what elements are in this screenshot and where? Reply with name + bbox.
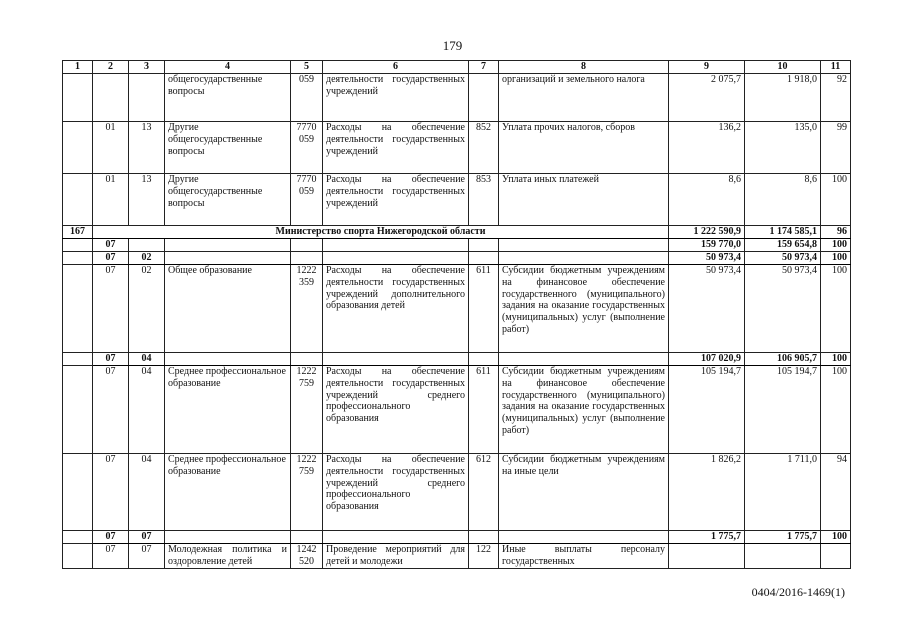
subsection-total-row <box>63 252 851 265</box>
cell-csr: 059 <box>291 74 323 122</box>
cell-section: 07 <box>93 265 129 353</box>
cell-subsection: 02 <box>129 265 165 353</box>
cell-name: общегосударственные вопросы <box>165 74 291 122</box>
cell-purpose: Расходы на обеспечение деятельности государственных учреждений среднего профессионального образования <box>323 366 469 454</box>
page-number: 179 <box>442 38 463 53</box>
col-header: 1 <box>63 61 93 74</box>
cell-percent: 100 <box>821 252 851 265</box>
cell-approved: 8,6 <box>669 174 745 226</box>
cell-csr: 7770 059 <box>291 174 323 226</box>
cell-approved: 1 775,7 <box>669 531 745 544</box>
cell-percent: 100 <box>821 531 851 544</box>
cell-percent: 100 <box>821 174 851 226</box>
cell-percent: 100 <box>821 353 851 366</box>
cell-expense-type: Субсидии бюджетным учреждениям на иные цели <box>499 454 669 531</box>
cell-approved: 159 770,0 <box>669 239 745 252</box>
document-code: 0404/2016-1469(1) <box>751 585 845 599</box>
cell-section: 07 <box>93 252 129 265</box>
cell-section: 07 <box>93 544 129 569</box>
cell-csr: 1242 520 <box>291 544 323 569</box>
cell-executed: 135,0 <box>745 122 821 174</box>
col-header: 10 <box>745 61 821 74</box>
cell-percent: 99 <box>821 122 851 174</box>
cell-section: 07 <box>93 366 129 454</box>
cell-name: Молодежная политика и оздоровление детей <box>165 544 291 569</box>
cell-vr: 611 <box>469 366 499 454</box>
col-header: 11 <box>821 61 851 74</box>
table-row <box>63 74 851 122</box>
table-row <box>63 544 851 569</box>
cell-purpose: Расходы на обеспечение деятельности государственных учреждений <box>323 122 469 174</box>
cell-percent: 92 <box>821 74 851 122</box>
subsection-total-row <box>63 531 851 544</box>
cell-approved: 105 194,7 <box>669 366 745 454</box>
cell-section: 07 <box>93 239 129 252</box>
cell-executed: 1 711,0 <box>745 454 821 531</box>
cell-ministry-name: Министерство спорта Нижегородской области <box>93 226 669 239</box>
cell-purpose: Расходы на обеспечение деятельности государственных учреждений <box>323 174 469 226</box>
cell-executed <box>745 544 821 569</box>
cell-approved: 1 826,2 <box>669 454 745 531</box>
cell-csr: 1222 759 <box>291 454 323 531</box>
cell-subsection: 04 <box>129 366 165 454</box>
cell-vr: 122 <box>469 544 499 569</box>
col-header: 7 <box>469 61 499 74</box>
cell-expense-type: Уплата прочих налогов, сборов <box>499 122 669 174</box>
cell-ministry-code: 167 <box>63 226 93 239</box>
col-header: 2 <box>93 61 129 74</box>
col-header: 9 <box>669 61 745 74</box>
cell-executed: 1 174 585,1 <box>745 226 821 239</box>
cell-section: 07 <box>93 531 129 544</box>
cell-vr: 612 <box>469 454 499 531</box>
cell-subsection: 07 <box>129 544 165 569</box>
cell-subsection: 04 <box>129 353 165 366</box>
col-header: 8 <box>499 61 669 74</box>
cell-approved: 136,2 <box>669 122 745 174</box>
table-row <box>63 265 851 353</box>
table-row <box>63 174 851 226</box>
section-total-row <box>63 239 851 252</box>
cell-purpose: Проведение мероприятий для детей и молодежи <box>323 544 469 569</box>
cell-name: Общее образование <box>165 265 291 353</box>
cell-subsection: 13 <box>129 122 165 174</box>
col-header: 4 <box>165 61 291 74</box>
cell-name: Среднее профессиональное образование <box>165 454 291 531</box>
cell-approved <box>669 544 745 569</box>
cell-section: 01 <box>93 122 129 174</box>
table-row <box>63 366 851 454</box>
cell-approved: 1 222 590,9 <box>669 226 745 239</box>
cell-approved: 50 973,4 <box>669 265 745 353</box>
cell-subsection: 02 <box>129 252 165 265</box>
cell-csr: 1222 359 <box>291 265 323 353</box>
cell-percent: 100 <box>821 366 851 454</box>
cell-expense-type: Субсидии бюджетным учреждениям на финансовое обеспечение государственного (муниципального) задания на оказание государственных (муниципальных) услуг (выполнение работ) <box>499 366 669 454</box>
cell-subsection: 04 <box>129 454 165 531</box>
table-row <box>63 454 851 531</box>
cell-section: 07 <box>93 454 129 531</box>
cell-approved: 107 020,9 <box>669 353 745 366</box>
cell-purpose: Расходы на обеспечение деятельности государственных учреждений дополнительного образования детей <box>323 265 469 353</box>
cell-approved: 50 973,4 <box>669 252 745 265</box>
cell-csr: 7770 059 <box>291 122 323 174</box>
cell-percent: 96 <box>821 226 851 239</box>
cell-expense-type: Иные выплаты персоналу государственных <box>499 544 669 569</box>
cell-section: 07 <box>93 353 129 366</box>
cell-expense-type: Субсидии бюджетным учреждениям на финансовое обеспечение государственного (муниципального) задания на оказание государственных (муниципальных) услуг (выполнение работ) <box>499 265 669 353</box>
cell-purpose: деятельности государственных учреждений <box>323 74 469 122</box>
cell-name: Среднее профессиональное образование <box>165 366 291 454</box>
cell-section: 01 <box>93 174 129 226</box>
table-row <box>63 122 851 174</box>
ministry-row <box>63 226 851 239</box>
cell-name: Другие общегосударственные вопросы <box>165 122 291 174</box>
cell-approved: 2 075,7 <box>669 74 745 122</box>
cell-executed: 1 918,0 <box>745 74 821 122</box>
cell-executed: 50 973,4 <box>745 265 821 353</box>
cell-percent <box>821 544 851 569</box>
cell-vr: 611 <box>469 265 499 353</box>
cell-executed: 50 973,4 <box>745 252 821 265</box>
col-header: 3 <box>129 61 165 74</box>
cell-name: Другие общегосударственные вопросы <box>165 174 291 226</box>
subsection-total-row <box>63 353 851 366</box>
cell-csr: 1222 759 <box>291 366 323 454</box>
cell-vr: 852 <box>469 122 499 174</box>
cell-expense-type: Уплата иных платежей <box>499 174 669 226</box>
cell-executed: 106 905,7 <box>745 353 821 366</box>
cell-purpose: Расходы на обеспечение деятельности государственных учреждений среднего профессионального образования <box>323 454 469 531</box>
header-row <box>63 61 851 74</box>
cell-subsection: 07 <box>129 531 165 544</box>
cell-percent: 100 <box>821 239 851 252</box>
budget-table <box>62 60 851 569</box>
cell-vr: 853 <box>469 174 499 226</box>
cell-percent: 94 <box>821 454 851 531</box>
cell-expense-type: организаций и земельного налога <box>499 74 669 122</box>
cell-executed: 8,6 <box>745 174 821 226</box>
col-header: 6 <box>323 61 469 74</box>
cell-executed: 1 775,7 <box>745 531 821 544</box>
col-header: 5 <box>291 61 323 74</box>
cell-executed: 105 194,7 <box>745 366 821 454</box>
cell-percent: 100 <box>821 265 851 353</box>
cell-executed: 159 654,8 <box>745 239 821 252</box>
cell-subsection: 13 <box>129 174 165 226</box>
